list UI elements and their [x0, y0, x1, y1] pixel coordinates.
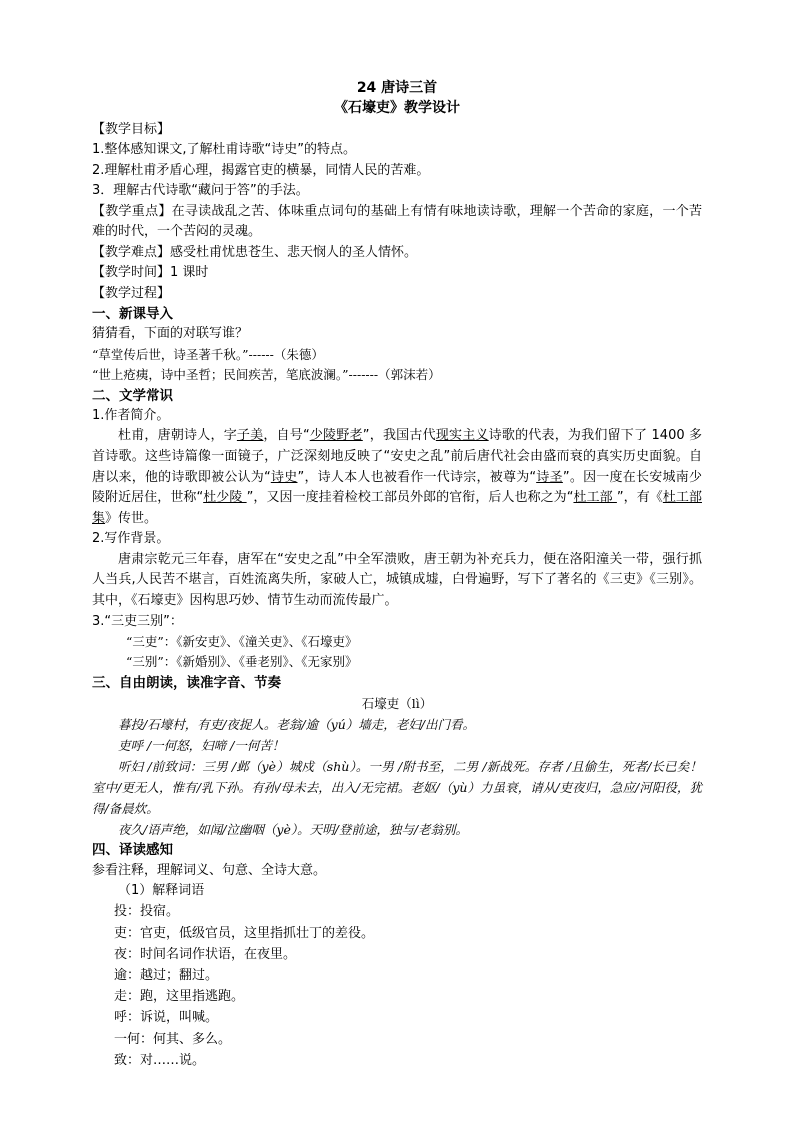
text-run: 杜工部 [573, 490, 617, 506]
goal-item: 3．理解古代诗歌“藏问于答”的手法。 [92, 183, 309, 199]
background-paragraph: 唐肃宗乾元三年春，唐军在“安史之乱”中全军溃败，唐王朝为补充兵力，便在洛阳潼关一带，强行抓人当兵,人民苦不堪言，百姓流离失所，家破人亡，城镇成墟，白骨遍野，写下了著名的《三吏》《三别》。其中，《石壕吏》因构思巧妙、情节生动而流传最广。 [92, 551, 702, 609]
section-heading: 二、文学常识 [92, 387, 173, 404]
sanli-line: “三别”：《新婚别》、《垂老别》、《无家别》 [126, 654, 358, 670]
text-run: 诗圣 [536, 469, 563, 485]
time-text: 1 课时 [170, 265, 209, 281]
text-run: 杜少陵 [203, 490, 247, 506]
gloss-item: 逾：越过；翻过。 [114, 968, 219, 984]
intro-question: 猜猜看，下面的对联写谁？ [92, 326, 249, 342]
poem-line: 听妇 /前致词：三男 /邺（yè）城戍（shù）。一男 /附书至，二男 /新战死。存者 /且偷生，死者/长已矣！室中/更无人，惟有/乳下孙。有孙/母未去，出入/无完裙。老妪/（yù）力虽衰，请从/吏夜归，急应/河阳役，犹得/备晨炊。 [92, 759, 702, 817]
text-run: 杜工部集 [92, 490, 702, 526]
goal-item: 2.理解杜甫矛盾心理，揭露官吏的横暴，同情人民的苦难。 [92, 162, 430, 178]
text-run: ”。因一度在长安城南少陵附近居住，世称“ [92, 469, 702, 506]
section-heading: 三、自由朗读，读准字音、节奏 [92, 674, 281, 691]
text-run: 杜甫，唐朝诗人，字 [118, 428, 237, 444]
text-run: ”，有《 [616, 490, 663, 506]
section-heading: 一、新课导入 [92, 306, 173, 323]
gloss-item: 呼：诉说，叫喊。 [114, 1010, 219, 1026]
gloss-item: 吏：官吏，低级官员，这里指抓壮丁的差役。 [114, 925, 375, 941]
text-run: 现实主义 [435, 428, 489, 444]
section-heading: 四、译读感知 [92, 842, 173, 859]
text-run: 少陵野老 [309, 428, 363, 444]
gloss-item: 走：跑，这里指逃跑。 [114, 989, 245, 1005]
translation-intro: 参看注释，理解词义、句意、全诗大意。 [92, 862, 327, 878]
text-run: 》传世。 [105, 510, 158, 526]
key-point [92, 202, 702, 243]
teaching-time [92, 263, 702, 283]
gloss-item: 致：对……说。 [114, 1052, 206, 1068]
couplet-quote: “世上疮痍，诗中圣哲；民间疾苦，笔底波澜。”-------（郭沫若） [92, 367, 441, 383]
gloss-subheading: （1）解释词语 [118, 883, 205, 899]
gloss-item: 投：投宿。 [114, 904, 180, 920]
process-heading: 【教学过程】 [92, 285, 171, 301]
text-run: 诗史 [270, 469, 298, 485]
goals-heading: 【教学目标】 [92, 122, 171, 137]
text-run: ”，我国古代 [362, 428, 436, 444]
text-run: ”，又因一度挂着检校工部员外郎的官衔，后人也称之为“ [246, 490, 574, 506]
sanli-line: “三吏”：《新安吏》、《潼关吏》、《石壕吏》 [126, 634, 358, 650]
couplet-quote: “草堂传后世，诗圣著千秋。”------（朱德） [92, 346, 324, 362]
text-run: ”，诗人本人也被看作一代诗宗，被尊为“ [297, 469, 537, 485]
difficulty-text: 感受杜甫忧患苍生、悲天悯人的圣人情怀。 [170, 244, 418, 260]
lesson-title: 24 唐诗三首 [356, 80, 438, 96]
difficulty [92, 243, 702, 263]
sanli-heading: 3.“三吏三别”： [92, 613, 183, 629]
difficulty-label: 【教学难点】 [92, 244, 171, 260]
poem-line: 夜久/语声绝，如闻/泣幽咽（yè）。天明/登前途，独与/老翁别。 [118, 822, 469, 838]
gloss-item: 夜：时间名词作状语，在夜里。 [114, 946, 297, 962]
lesson-subtitle: 《石壕吏》教学设计 [334, 100, 460, 116]
text-run: 诗歌的代表，为我们留下了 1400 多首诗歌。这些诗篇像一面镜子，广泛深刻地反映了“安史之乱”前后唐代社会由盛而衰的真实历史面貌。自唐以来，他的诗歌即被公认为“ [92, 428, 702, 485]
author-paragraph [92, 426, 702, 529]
document-page [92, 78, 702, 1071]
time-label: 【教学时间】 [92, 265, 171, 281]
text-run: ，自号“ [263, 428, 310, 444]
author-heading: 1.作者简介。 [92, 408, 170, 424]
poem-title: 石壕吏（lì） [361, 696, 433, 712]
background-heading: 2.写作背景。 [92, 531, 170, 547]
poem-line: 暮投/石壕村，有吏/夜捉人。老翁/逾（yú）墙走，老妇/出门看。 [118, 717, 475, 733]
poem-line: 吏呼 /一何怒，妇啼 /一何苦！ [118, 738, 285, 754]
key-point-text: 在寻读战乱之苦、体味重点词句的基础上有情有味地读诗歌，理解一个苦命的家庭，一个苦难的时代，一个苦闷的灵魂。 [92, 203, 702, 240]
gloss-item: 一何：何其、多么。 [114, 1031, 232, 1047]
text-run: 子美 [236, 428, 264, 444]
key-point-label: 【教学重点】 [92, 203, 172, 219]
goal-item: 1.整体感知课文,了解杜甫诗歌“诗史”的特点。 [92, 142, 357, 158]
